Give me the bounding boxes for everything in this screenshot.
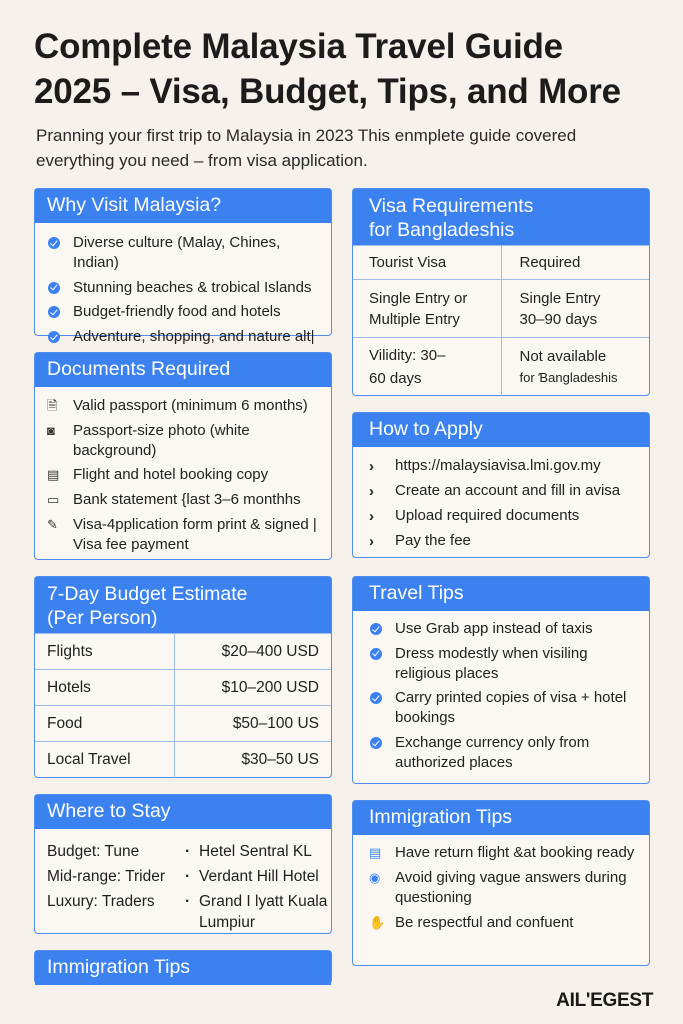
chevron-right-icon: › bbox=[369, 483, 374, 500]
stay-category: Budget: Tune bbox=[47, 843, 140, 860]
list-item: ✎ Visa-4pplication form print & signed | Visa fee payment bbox=[47, 515, 317, 553]
list-item: Stunning beaches & trobical Islands bbox=[45, 278, 323, 298]
immigration-tips-list bbox=[353, 835, 649, 933]
hand-icon: ✋ bbox=[369, 915, 386, 930]
stay-categories bbox=[47, 839, 187, 914]
apply-link[interactable]: https://malaysiavisa.lmi.gov.my bbox=[395, 457, 601, 474]
immigration-tips-card bbox=[352, 800, 650, 966]
ticket-icon: ▤ bbox=[369, 845, 382, 860]
table-row: Single Entry or Multiple Entry Single Entry 30–90 days bbox=[353, 280, 649, 338]
how-to-apply-card bbox=[352, 412, 650, 558]
intro-text bbox=[36, 123, 656, 173]
title-line-1: Complete Malaysia Travel Guide bbox=[34, 27, 563, 66]
list-item[interactable] bbox=[367, 456, 641, 476]
apply-list bbox=[353, 447, 649, 551]
list-item: ▤ Flight and hotel booking copy bbox=[47, 466, 269, 484]
intro-line-1: Pranning your first trip to Malaysia in 2023 This enmplete guide covered bbox=[36, 126, 577, 145]
list-item: Budget-friendly food and hotels bbox=[45, 302, 323, 322]
immigration-tips-banner-heading: Immigration Tips bbox=[35, 951, 331, 985]
stay-hotel: · Hetel Sentral KL bbox=[185, 839, 370, 864]
list-item: ▤ Have return flight &at booking ready bbox=[369, 844, 635, 861]
documents-heading: Documents Required bbox=[35, 353, 331, 387]
visa-heading: Visa Requirements for Bangladeshis bbox=[353, 189, 649, 245]
chevron-right-icon: › bbox=[369, 533, 374, 550]
flight-booking-icon: ▤ bbox=[47, 467, 60, 483]
stay-hotel: · Verdant Hill Hotel bbox=[185, 864, 370, 889]
table-row: Tourist Visa Required bbox=[353, 246, 649, 280]
list-item: › Create an account and fill in avisa bbox=[369, 482, 621, 500]
check-icon bbox=[48, 237, 60, 249]
bank-card-icon: ▭ bbox=[47, 492, 60, 508]
list-item: ◉ Avoid giving vague answers during questioning bbox=[369, 869, 627, 906]
list-item: Use Grab app instead of taxis bbox=[367, 619, 641, 639]
intro-line-2: everything you need – from visa application. bbox=[36, 151, 368, 170]
list-item: Exchange currency only from authorized places bbox=[367, 733, 641, 773]
chevron-right-icon: › bbox=[369, 508, 374, 525]
budget-heading: 7-Day Budget Estimate (Per Person) bbox=[35, 577, 331, 633]
check-icon bbox=[370, 623, 382, 635]
budget-table bbox=[35, 633, 331, 778]
why-visit-heading: Why Visit Malaysia? bbox=[35, 189, 331, 223]
travel-tips-heading: Travel Tips bbox=[353, 577, 649, 611]
check-icon bbox=[370, 737, 382, 749]
form-edit-icon: ✎ bbox=[47, 516, 58, 532]
list-item: Dress modestly when visiling religious places bbox=[367, 644, 641, 684]
list-item: ◙ Passport-size photo (white background) bbox=[47, 421, 250, 459]
travel-tips-list bbox=[353, 611, 649, 773]
table-row: Flights $20–400 USD bbox=[35, 634, 331, 670]
table-row: Hotels $10–200 USD bbox=[35, 670, 331, 706]
stay-hotel: · Grand I lyatt Kuala Lumpiur bbox=[185, 891, 370, 933]
stay-hotels bbox=[185, 839, 370, 933]
where-to-stay-card bbox=[34, 794, 332, 934]
list-item: Adventure, shopping, and nature alt| bbox=[45, 327, 323, 347]
documents-list bbox=[35, 387, 331, 555]
check-icon bbox=[48, 282, 60, 294]
list-item: Carry printed copies of visa + hotel bookings bbox=[367, 688, 641, 728]
info-icon: ◉ bbox=[369, 870, 381, 885]
why-visit-card bbox=[34, 188, 332, 346]
list-item: Diverse culture (Malay, Chines, Indian) bbox=[45, 233, 323, 273]
immigration-tips-heading: Immigration Tips bbox=[353, 801, 649, 835]
document-icon: 🗎 bbox=[47, 398, 58, 413]
how-to-apply-heading: How to Apply bbox=[353, 413, 649, 447]
table-row: Local Travel $30–50 US bbox=[35, 742, 331, 778]
check-icon bbox=[48, 331, 60, 343]
check-icon bbox=[370, 692, 382, 704]
immigration-tips-banner bbox=[34, 950, 332, 984]
why-visit-list bbox=[35, 223, 331, 347]
visa-card bbox=[352, 188, 650, 396]
documents-card bbox=[34, 352, 332, 560]
check-icon bbox=[370, 648, 382, 660]
stay-list bbox=[35, 829, 331, 931]
check-icon bbox=[48, 306, 60, 318]
visa-table bbox=[353, 245, 649, 396]
budget-card bbox=[34, 576, 332, 778]
title-line-2: 2025 – Visa, Budget, Tips, and More bbox=[34, 72, 621, 111]
table-row: Vilidity: 30–60 days Not available for Ɓangladeshis bbox=[353, 338, 649, 396]
list-item: ▭ Bank statement {last 3–6 monthhs bbox=[47, 491, 301, 509]
chevron-right-icon: › bbox=[369, 458, 374, 475]
page-title bbox=[34, 24, 664, 114]
where-to-stay-heading: Where to Stay bbox=[35, 795, 331, 829]
list-item: ✋ Be respectful and confuent bbox=[369, 914, 574, 931]
brand-logo: AIL'EGEST bbox=[556, 990, 653, 1011]
travel-tips-card bbox=[352, 576, 650, 784]
table-row: Food $50–100 US bbox=[35, 706, 331, 742]
list-item: › Pay the fee bbox=[369, 532, 471, 550]
stay-category: Mid-range: Trider bbox=[47, 868, 166, 885]
camera-icon: ◙ bbox=[47, 422, 55, 438]
stay-category: Luxury: Traders bbox=[47, 893, 155, 910]
list-item: 🗎 Valid passport (minimum 6 months) bbox=[47, 397, 308, 414]
list-item: › Upload required documents bbox=[369, 507, 580, 525]
